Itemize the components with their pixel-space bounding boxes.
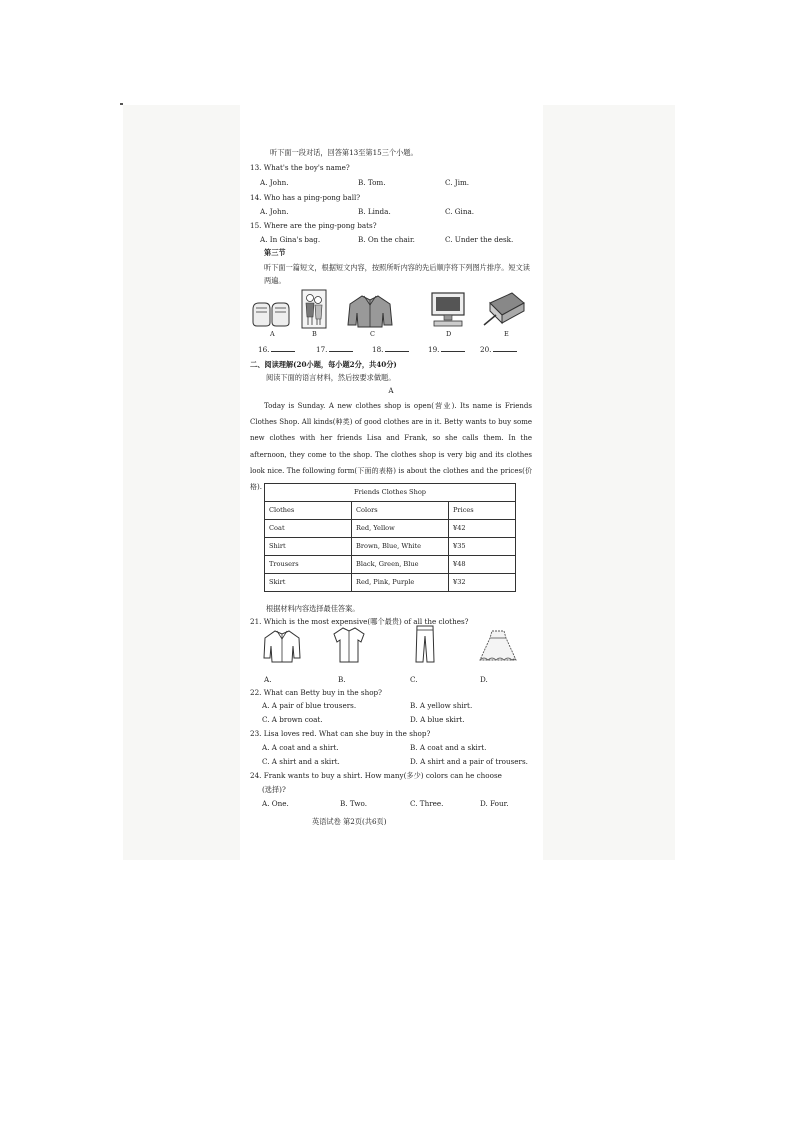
q15-option-a: A. In Gina's bag. xyxy=(260,235,321,244)
q21-label-d: D. xyxy=(480,675,488,684)
passage-label: A xyxy=(388,386,394,395)
table-row xyxy=(265,520,516,538)
cell-clothes: Shirt xyxy=(265,538,352,556)
coat-outline-picture xyxy=(262,628,302,664)
q14-option-a: A. John. xyxy=(260,207,289,216)
q21-label-c: C. xyxy=(410,675,418,684)
blank-17[interactable]: 17. xyxy=(316,345,353,354)
q22-option-b: B. A yellow shirt. xyxy=(410,701,473,710)
blank-19[interactable]: 19. xyxy=(428,345,465,354)
cell-clothes: Trousers xyxy=(265,556,352,574)
header-colors: Colors xyxy=(352,502,449,520)
form-header-row xyxy=(265,502,516,520)
section2-instruction: 阅读下面的语言材料，然后按要求做题。 xyxy=(266,373,396,382)
blank-16[interactable]: 16. xyxy=(258,345,295,354)
header-clothes: Clothes xyxy=(265,502,352,520)
cell-clothes: Skirt xyxy=(265,574,352,592)
q24-option-c: C. Three. xyxy=(410,799,444,808)
people-picture xyxy=(301,289,327,329)
cell-colors: Black, Green, Blue xyxy=(352,556,449,574)
pic-label-a: A xyxy=(270,330,275,338)
q24-option-a: A. One. xyxy=(262,799,289,808)
form-title-row xyxy=(265,484,516,502)
pic-label-b: B xyxy=(312,330,317,338)
computer-picture xyxy=(428,291,468,329)
shoes-picture xyxy=(250,299,292,329)
cell-colors: Brown, Blue, White xyxy=(352,538,449,556)
skirt-outline-picture xyxy=(476,628,520,664)
q23-option-c: C. A shirt and a skirt. xyxy=(262,757,340,766)
table-row xyxy=(265,538,516,556)
question-14: 14. Who has a ping-pong ball? xyxy=(250,193,361,202)
pic-label-e: E xyxy=(504,330,509,338)
q24-option-b: B. Two. xyxy=(340,799,368,808)
pic-label-c: C xyxy=(370,330,375,338)
question-22: 22. What can Betty buy in the shop? xyxy=(250,688,383,697)
trousers-outline-picture xyxy=(414,624,436,664)
listening-pictures xyxy=(250,289,540,341)
q13-option-c: C. Jim. xyxy=(445,178,470,187)
q13-option-b: B. Tom. xyxy=(358,178,386,187)
scan-speck xyxy=(120,103,123,105)
q21-label-a: A. xyxy=(264,675,272,684)
table-row xyxy=(265,556,516,574)
q15-option-c: C. Under the desk. xyxy=(445,235,514,244)
question-15: 15. Where are the ping-pong bats? xyxy=(250,221,377,230)
jacket-picture xyxy=(346,293,394,329)
q21-label-b: B. xyxy=(338,675,346,684)
q22-option-d: D. A blue skirt. xyxy=(410,715,465,724)
cell-colors: Red, Pink, Purple xyxy=(352,574,449,592)
header-prices: Prices xyxy=(449,502,516,520)
books-picture xyxy=(482,289,528,329)
question-23: 23. Lisa loves red. What can she buy in the shop? xyxy=(250,729,431,738)
form-title: Friends Clothes Shop xyxy=(265,484,516,502)
choose-instruction: 根据材料内容选择最佳答案。 xyxy=(266,604,360,613)
part3-instruction: 听下面一篇短文，根据短文内容，按照所听内容的先后顺序将下列图片排序。短文读两遍。 xyxy=(264,263,530,285)
clothes-price-form xyxy=(264,483,516,592)
section2-title: 二、阅读理解(20小题，每小题2分，共40分) xyxy=(250,360,397,369)
blank-18[interactable]: 18. xyxy=(372,345,409,354)
q23-option-b: B. A coat and a skirt. xyxy=(410,743,487,752)
q24-option-d: D. Four. xyxy=(480,799,509,808)
reading-passage: Today is Sunday. A new clothes shop is open(营业). Its name is Friends Clothes Shop. All kinds(种类) of good clothes are in it. Betty wants to buy some new clothes with her friends Lisa and Frank, so she calls them. In the afternoon, they come to the shop. The clothes shop is very big and its clothes look nice. The following form(下面的表格) is about the clothes and the prices(价格). xyxy=(250,402,532,492)
question-24: 24. Frank wants to buy a shirt. How many(多少) colors can he choose xyxy=(250,771,502,780)
blank-20[interactable]: 20. xyxy=(480,345,517,354)
part3-title: 第三节 xyxy=(264,248,286,257)
section-intro: 听下面一段对话，回答第13至第15三个小题。 xyxy=(270,148,418,157)
table-row xyxy=(265,574,516,592)
q22-option-c: C. A brown coat. xyxy=(262,715,323,724)
cell-colors: Red, Yellow xyxy=(352,520,449,538)
question-13: 13. What's the boy's name? xyxy=(250,163,350,172)
q15-option-b: B. On the chair. xyxy=(358,235,415,244)
q21-pictures xyxy=(250,624,540,674)
page-footer: 英语试卷 第2页(共6页) xyxy=(312,817,387,826)
cell-price: ¥32 xyxy=(449,574,516,592)
cell-price: ¥48 xyxy=(449,556,516,574)
cell-clothes: Coat xyxy=(265,520,352,538)
cell-price: ¥42 xyxy=(449,520,516,538)
q23-option-a: A. A coat and a shirt. xyxy=(262,743,339,752)
q23-option-d: D. A shirt and a pair of trousers. xyxy=(410,757,528,766)
q14-option-c: C. Gina. xyxy=(445,207,475,216)
cell-price: ¥35 xyxy=(449,538,516,556)
shirt-outline-picture xyxy=(332,626,366,664)
q22-option-a: A. A pair of blue trousers. xyxy=(262,701,357,710)
pic-label-d: D xyxy=(446,330,452,338)
q13-option-a: A. John. xyxy=(260,178,289,187)
question-21: 21. Which is the most expensive(哪个最贵) of all the clothes? xyxy=(250,617,469,626)
q14-option-b: B. Linda. xyxy=(358,207,391,216)
question-24-cont: (选择)? xyxy=(262,785,286,794)
